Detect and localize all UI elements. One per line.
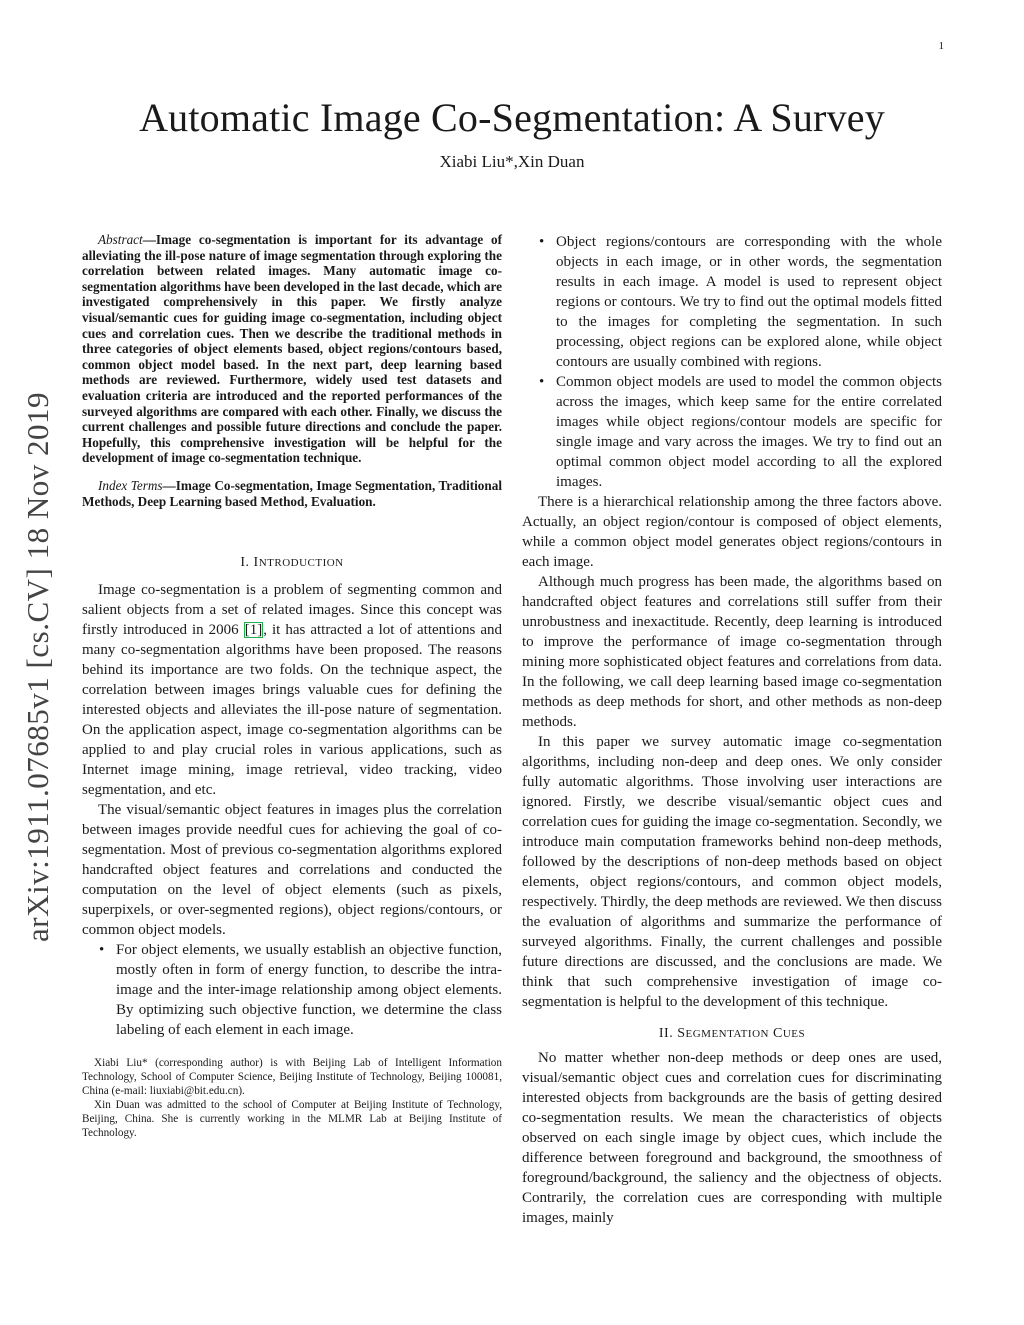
paper-authors: Xiabi Liu*,Xin Duan bbox=[439, 152, 585, 171]
footnotes bbox=[82, 1056, 502, 1140]
bullet-common-object-models: • Common object models are used to model the common objects across the images, which keep same for the entire correlated images while object regions/contour models are specific for single image and vary across the images. We try to find out an optimal common object model according to all the explored images. bbox=[522, 372, 942, 492]
right-column bbox=[522, 232, 942, 1228]
intro-paragraph-3: There is a hierarchical relationship among the three factors above. Actually, an object region/contour is composed of object elements, while a common object model generates object regions/contours in each image. bbox=[522, 494, 942, 570]
abstract bbox=[82, 232, 502, 466]
citation-link[interactable]: [1] bbox=[244, 622, 263, 639]
intro-paragraph-2: The visual/semantic object features in images plus the correlation between images provide needful cues for achieving the goal of co-segmentation. Most of previous co-segmentation algorithms explored handcrafted object features and correlations and conducted the computation on the level of object elements (such as pixels, superpixels, or over-segmented regions), object regions/contours, or common object models. bbox=[82, 802, 502, 939]
intro-paragraph-1: Image co-segmentation is a problem of segmenting common and salient objects from a set of related images. Since this concept was firstly introduced in 2006 [1], it has attracted a lot of attentions and many co-segmentation algorithms have been proposed. The reasons behind its importance are two folds. On the technique aspect, the correlation between images brings valuable cues for defining the interested objects and alleviates the ill-pose nature of segmentation. On the application aspect, image co-segmentation algorithms can be applied to and play crucial roles in various applications, such as Internet image mining, image retrieval, video tracking, video segmentation, and etc. bbox=[82, 582, 502, 799]
intro-bullet-list-right bbox=[522, 232, 942, 492]
footnote-author-1: Xiabi Liu* (corresponding author) is with Beijing Lab of Intelligent Information Technology, School of Computer Science, Beijing Institute of Technology, Beijing 100081, China (e-mail: liuxiabi@bit.edu.cn). bbox=[82, 1057, 502, 1098]
paper-title: Automatic Image Co-Segmentation: A Survey bbox=[139, 95, 885, 140]
section-heading-segmentation-cues: II. SEGMENTATION CUES bbox=[658, 1026, 806, 1041]
intro-paragraph-4: Although much progress has been made, the algorithms based on handcrafted object features and correlations still suffer from their unrobustness and inexactitude. Recently, deep learning is introduced to improve the performance of image co-segmentation through mining more sophisticated object features and correlations from data. In the following, we call deep learning based image co-segmentation methods as deep methods for short, and other methods as non-deep methods. bbox=[522, 574, 942, 730]
cues-paragraph-1: No matter whether non-deep methods or deep ones are used, visual/semantic object cues and correlation cues for discriminating interested objects from backgrounds are the basis of getting desired co-segmentation results. We mean the characteristics of objects observed on each single image by object cues, which include the difference between foreground and background, the smoothness of foreground/background, the saliency and the objectness of objects. Contrarily, the correlation cues are corresponding with multiple images, mainly bbox=[522, 1050, 942, 1226]
intro-paragraph-5: In this paper we survey automatic image co-segmentation algorithms, including non-deep and deep ones. We only consider fully automatic algorithms. Those involving user interactions are ignored. Firstly, we describe visual/semantic object cues and correlation cues for guiding the image co-segmentation. Secondly, we introduce main computation frameworks behind non-deep methods, followed by the descriptions of non-deep methods based on object elements, object regions/contours, and common object models, respectively. Thirdly, the deep methods are reviewed. We then discuss the evaluation of algorithms and summarize the performance of surveyed algorithms. Finally, the current challenges and possible future directions are discussed, and the conclusions are made. We think that such comprehensive investigation of image co-segmentation is helpful to the development of this technique. bbox=[522, 734, 942, 1010]
footnote-author-2: Xin Duan was admitted to the school of Computer at Beijing Institute of Technology, Beijing, China. She is currently working in the MLMR Lab at Beijing Institute of Technology. bbox=[82, 1099, 502, 1140]
intro-bullet-list-left bbox=[82, 940, 502, 1040]
bullet-object-elements: • For object elements, we usually establish an objective function, mostly often in form of energy function, to describe the intra-image and the inter-image relationship among object elements. By optimizing such objective function, we determine the class labeling of each element in each image. bbox=[82, 940, 502, 1040]
section-heading-introduction: I. INTRODUCTION bbox=[240, 555, 344, 571]
index-terms-text: —Image Co-segmentation, Image Segmentation, Traditional Methods, Deep Learning based Method, Evaluation. bbox=[82, 477, 502, 509]
arxiv-identifier: arXiv:1911.07685v1 [cs.CV] 18 Nov 2019 bbox=[20, 392, 55, 942]
index-terms-label: Index Terms bbox=[98, 477, 163, 493]
abstract-text: —Image co-segmentation is important for its advantage of alleviating the ill-pose nature of image segmentation through exploring the correlation between related images. Many automatic image co-segmentation algorithms have been developed in the last decade, which are investigated comprehensively in this paper. We firstly analyze visual/semantic cues for guiding image co-segmentation, including object cues and correlation cues. Then we describe the traditional methods in three categories of object elements based, object regions/contours based, common object model based. In the next part, deep learning based methods are reviewed. Furthermore, widely used test datasets and evaluation criteria are introduced and the reported performances of the surveyed algorithms are compared with each other. Finally, we discuss the current challenges and possible future directions and conclude the paper. Hopefully, this comprehensive investigation will be helpful for the development of image co-segmentation technique. bbox=[82, 232, 502, 466]
bullet-object-regions: • Object regions/contours are corresponding with the whole objects in each image, or in other words, the segmentation results in each image. A model is used to represent object regions or contours. We try to find out the optimal models fitted to the images for completing the segmentation. In such processing, object regions can be explored alone, while object contours are usually combined with regions. bbox=[522, 232, 942, 372]
index-terms bbox=[82, 478, 502, 509]
left-column bbox=[82, 232, 502, 1140]
abstract-label: Abstract bbox=[98, 232, 143, 247]
page-number: 1 bbox=[938, 40, 944, 52]
